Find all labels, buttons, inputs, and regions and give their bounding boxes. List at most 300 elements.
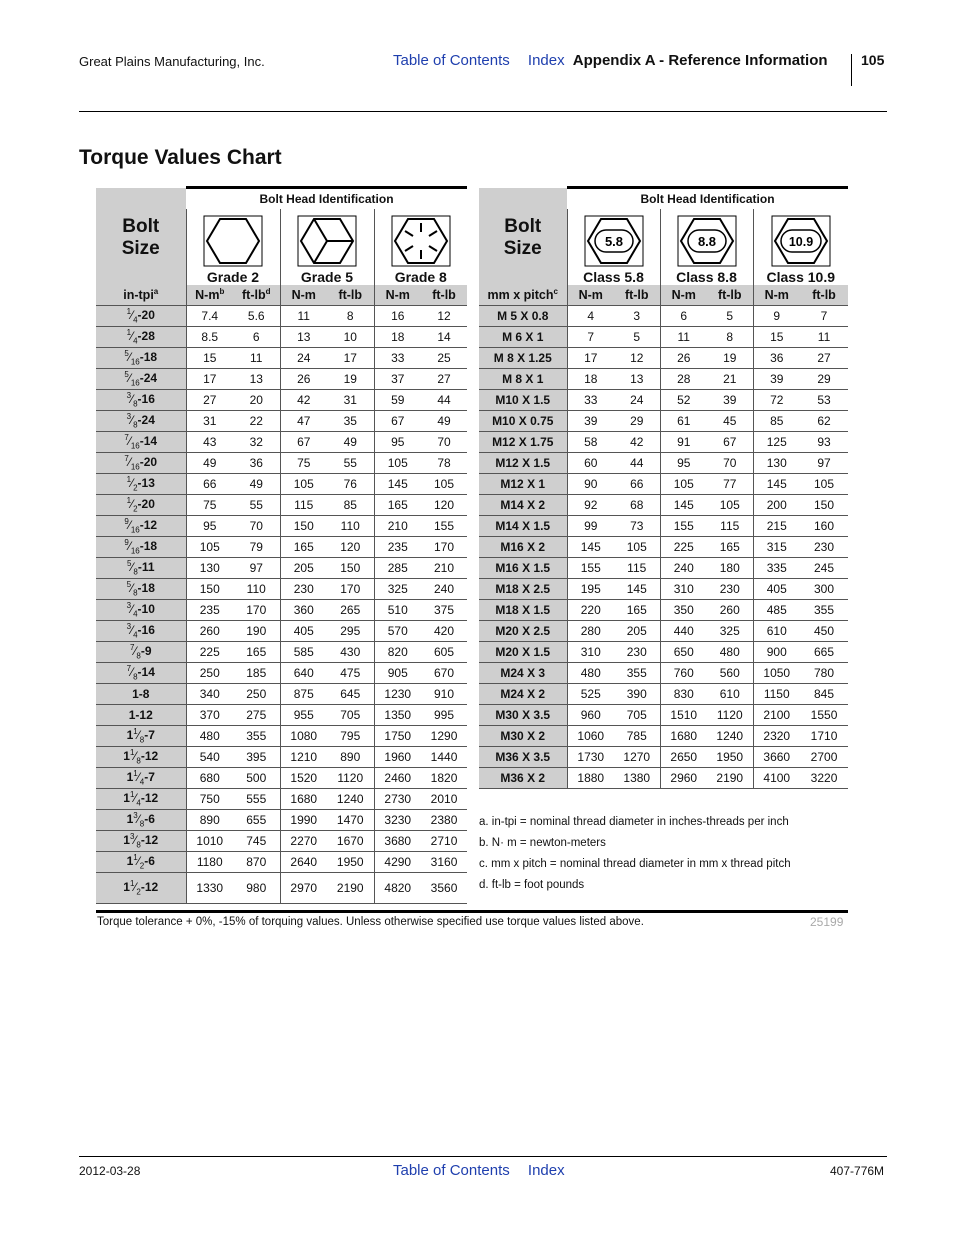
torque-value: 66	[614, 474, 660, 495]
torque-value: 540	[186, 747, 233, 768]
index-link[interactable]: Index	[527, 1162, 565, 1179]
table-row	[479, 726, 848, 747]
bolt-size-cell: $^5⁄_{16}-24$	[96, 369, 186, 390]
torque-value: 115	[707, 516, 753, 537]
table-row	[96, 789, 467, 810]
unit-ftlb-header: ft-lb	[707, 285, 753, 306]
torque-value: 55	[233, 495, 280, 516]
table-row	[96, 831, 467, 852]
torque-value: 225	[186, 642, 233, 663]
torque-value: 335	[753, 558, 800, 579]
torque-value: 405	[753, 579, 800, 600]
torque-value: 890	[186, 810, 233, 831]
torque-value: 115	[614, 558, 660, 579]
torque-value: 3660	[753, 747, 800, 768]
torque-value: 19	[707, 348, 753, 369]
torque-value: 31	[327, 390, 374, 411]
torque-value: 220	[567, 600, 614, 621]
torque-value: 105	[186, 537, 233, 558]
torque-value: 8	[707, 327, 753, 348]
table-row	[96, 642, 467, 663]
torque-value: 9	[753, 306, 800, 327]
bolt-size-cell: M18 X 2.5	[479, 579, 567, 600]
torque-value: 890	[327, 747, 374, 768]
torque-value: 260	[707, 600, 753, 621]
torque-value: 75	[186, 495, 233, 516]
torque-value: 2190	[707, 768, 753, 789]
torque-value: 49	[186, 453, 233, 474]
size-label: Size	[503, 237, 542, 259]
torque-value: 155	[567, 558, 614, 579]
torque-value: 555	[233, 789, 280, 810]
torque-value: 205	[280, 558, 327, 579]
table-row	[96, 558, 467, 579]
torque-value: 960	[567, 705, 614, 726]
bolt-size-cell: M36 X 3.5	[479, 747, 567, 768]
torque-value: 67	[280, 432, 327, 453]
grade-2-label: Grade 2	[206, 269, 260, 285]
torque-value: 820	[374, 642, 421, 663]
torque-value: 20	[233, 390, 280, 411]
torque-value: 11	[800, 327, 848, 348]
torque-value: 95	[660, 453, 707, 474]
table-row	[479, 453, 848, 474]
torque-value: 4820	[374, 873, 421, 904]
bolt-size-cell: $^5⁄_8-11$	[96, 558, 186, 579]
torque-value: 43	[186, 432, 233, 453]
figure-id: 25199	[810, 915, 844, 929]
torque-value: 230	[614, 642, 660, 663]
torque-value: 510	[374, 600, 421, 621]
torque-value: 275	[233, 705, 280, 726]
torque-value: 440	[660, 621, 707, 642]
table-row	[96, 579, 467, 600]
torque-value: 480	[186, 726, 233, 747]
torque-value: 115	[280, 495, 327, 516]
footer-date: 2012-03-28	[79, 1164, 141, 1178]
grade-2-bolt-icon	[203, 215, 263, 267]
torque-value: 85	[753, 411, 800, 432]
table-row	[479, 537, 848, 558]
torque-value: 13	[614, 369, 660, 390]
torque-value: 150	[800, 495, 848, 516]
torque-value: 62	[800, 411, 848, 432]
torque-value: 150	[327, 558, 374, 579]
bolt-size-cell: $^1⁄_4-28$	[96, 327, 186, 348]
torque-value: 165	[707, 537, 753, 558]
bolt-size-cell: M 8 X 1	[479, 369, 567, 390]
torque-value: 480	[567, 663, 614, 684]
torque-value: 1520	[280, 768, 327, 789]
bolt-size-cell: $^7⁄_{16}-14$	[96, 432, 186, 453]
table-row	[479, 369, 848, 390]
torque-value: 750	[186, 789, 233, 810]
bolt-size-cell: M14 X 1.5	[479, 516, 567, 537]
torque-value: 215	[753, 516, 800, 537]
table-row	[96, 705, 467, 726]
torque-value: 145	[567, 537, 614, 558]
bolt-size-cell: M 6 X 1	[479, 327, 567, 348]
bolt-size-cell: $^9⁄_{16}-12$	[96, 516, 186, 537]
torque-value: 2960	[660, 768, 707, 789]
torque-value: 2460	[374, 768, 421, 789]
torque-value: 260	[186, 621, 233, 642]
torque-value: 70	[233, 516, 280, 537]
torque-value: 170	[421, 537, 467, 558]
torque-value: 11	[233, 348, 280, 369]
torque-value: 2650	[660, 747, 707, 768]
torque-value: 150	[186, 579, 233, 600]
torque-value: 105	[280, 474, 327, 495]
torque-value: 44	[614, 453, 660, 474]
table-row	[479, 642, 848, 663]
footnote-b: b. N· m = newton-meters	[479, 837, 606, 849]
torque-value: 570	[374, 621, 421, 642]
bolt-size-cell: M16 X 2	[479, 537, 567, 558]
bolt-size-cell: $1^1⁄_4-12$	[96, 789, 186, 810]
class-8-8-bolt-icon	[677, 215, 737, 267]
torque-value: 395	[233, 747, 280, 768]
torque-value: 13	[280, 327, 327, 348]
torque-value: 59	[374, 390, 421, 411]
bolt-size-cell: $1^1⁄_2-12$	[96, 873, 186, 904]
torque-value: 780	[800, 663, 848, 684]
bolt-size-cell: M12 X 1	[479, 474, 567, 495]
torque-value: 99	[567, 516, 614, 537]
table-row	[479, 390, 848, 411]
torque-value: 68	[614, 495, 660, 516]
bolt-label: Bolt	[122, 215, 160, 237]
torque-value: 3160	[421, 852, 467, 873]
torque-value: 1230	[374, 684, 421, 705]
torque-value: 92	[567, 495, 614, 516]
torque-value: 310	[567, 642, 614, 663]
torque-value: 325	[707, 621, 753, 642]
torque-value: 310	[660, 579, 707, 600]
class-5-8-bolt-icon	[584, 215, 644, 267]
torque-value: 130	[186, 558, 233, 579]
torque-value: 49	[327, 432, 374, 453]
torque-value: 610	[707, 684, 753, 705]
torque-value: 240	[660, 558, 707, 579]
torque-value: 3220	[800, 768, 848, 789]
table-row	[479, 411, 848, 432]
torque-value: 25	[421, 348, 467, 369]
torque-value: 1710	[800, 726, 848, 747]
torque-value: 3560	[421, 873, 467, 904]
torque-value: 5	[614, 327, 660, 348]
torque-value: 21	[707, 369, 753, 390]
table-row	[479, 621, 848, 642]
bolt-size-cell: M36 X 2	[479, 768, 567, 789]
torque-value: 170	[233, 600, 280, 621]
torque-value: 2700	[800, 747, 848, 768]
torque-value: 26	[660, 348, 707, 369]
torque-value: 27	[421, 369, 467, 390]
bolt-size-cell: $1^1⁄_2-6$	[96, 852, 186, 873]
torque-value: 97	[800, 453, 848, 474]
torque-value: 145	[614, 579, 660, 600]
torque-value: 1820	[421, 768, 467, 789]
table-row	[96, 810, 467, 831]
torque-value: 155	[660, 516, 707, 537]
table-row	[479, 558, 848, 579]
torque-value: 49	[421, 411, 467, 432]
torque-value: 105	[421, 474, 467, 495]
torque-value: 605	[421, 642, 467, 663]
torque-value: 180	[707, 558, 753, 579]
torque-value: 24	[280, 348, 327, 369]
torque-value: 110	[327, 516, 374, 537]
bolt-size-cell: M20 X 1.5	[479, 642, 567, 663]
torque-value: 58	[567, 432, 614, 453]
torque-value: 7	[800, 306, 848, 327]
table-row	[96, 747, 467, 768]
bolt-size-cell: $1^1⁄_4-7$	[96, 768, 186, 789]
bolt-size-cell: $^3⁄_8-24$	[96, 411, 186, 432]
torque-value: 390	[614, 684, 660, 705]
grade-5-cell	[280, 209, 374, 285]
torque-value: 450	[800, 621, 848, 642]
torque-value: 205	[614, 621, 660, 642]
torque-value: 910	[421, 684, 467, 705]
header-nav	[393, 52, 828, 69]
table-row	[96, 726, 467, 747]
bolt-size-cell: M10 X 0.75	[479, 411, 567, 432]
section-title: Appendix A - Reference Information	[572, 52, 828, 69]
torque-value: 165	[374, 495, 421, 516]
footnote-c: c. mm x pitch = nominal thread diameter in mm x thread pitch	[479, 858, 791, 870]
torque-value: 2710	[421, 831, 467, 852]
torque-value: 1060	[567, 726, 614, 747]
torque-value: 18	[567, 369, 614, 390]
torque-value: 230	[707, 579, 753, 600]
table-row	[479, 705, 848, 726]
torque-value: 44	[421, 390, 467, 411]
torque-value: 32	[233, 432, 280, 453]
torque-value: 53	[800, 390, 848, 411]
torque-value: 145	[374, 474, 421, 495]
bolt-head-id-title: Bolt Head Identification	[567, 188, 848, 210]
torque-value: 6	[660, 306, 707, 327]
torque-value: 1120	[707, 705, 753, 726]
torque-value: 70	[421, 432, 467, 453]
torque-value: 785	[614, 726, 660, 747]
bolt-size-cell: $1^3⁄_8-12$	[96, 831, 186, 852]
class-5-8-cell	[567, 209, 660, 285]
torque-value: 1050	[753, 663, 800, 684]
torque-value: 72	[753, 390, 800, 411]
unit-nm-header: N-m	[280, 285, 327, 306]
torque-value: 110	[233, 579, 280, 600]
bolt-size-cell: M 5 X 0.8	[479, 306, 567, 327]
unit-ftlb-header: $ft-lb^d$	[233, 285, 280, 306]
unit-nm-header: N-m	[567, 285, 614, 306]
class-10-9-mark: 10.9	[788, 235, 813, 249]
torque-value: 250	[186, 663, 233, 684]
torque-value: 1990	[280, 810, 327, 831]
bolt-size-cell: M24 X 3	[479, 663, 567, 684]
torque-value: 325	[374, 579, 421, 600]
torque-value: 1670	[327, 831, 374, 852]
torque-value: 480	[707, 642, 753, 663]
torque-value: 2270	[280, 831, 327, 852]
torque-value: 77	[707, 474, 753, 495]
torque-value: 7.4	[186, 306, 233, 327]
bolt-size-cell: $1^1⁄_8-7$	[96, 726, 186, 747]
torque-value: 705	[614, 705, 660, 726]
torque-value: 36	[753, 348, 800, 369]
bolt-size-cell: $^9⁄_{16}-18$	[96, 537, 186, 558]
table-row	[96, 663, 467, 684]
class-5-8-label: Class 5.8	[583, 269, 644, 285]
torque-value: 52	[660, 390, 707, 411]
torque-value: 85	[327, 495, 374, 516]
torque-value: 60	[567, 453, 614, 474]
torque-value: 10	[327, 327, 374, 348]
torque-value: 2640	[280, 852, 327, 873]
torque-value: 1240	[327, 789, 374, 810]
table-row	[479, 327, 848, 348]
torque-value: 1680	[280, 789, 327, 810]
page-title: Torque Values Chart	[79, 146, 282, 169]
torque-value: 235	[374, 537, 421, 558]
bolt-size-cell: $^1⁄_2-13$	[96, 474, 186, 495]
torque-value: 240	[421, 579, 467, 600]
bolt-size-cell: $1^3⁄_8-6$	[96, 810, 186, 831]
bolt-size-cell: $^7⁄_8-9$	[96, 642, 186, 663]
torque-value: 1120	[327, 768, 374, 789]
torque-value: 95	[374, 432, 421, 453]
table-row	[96, 390, 467, 411]
torque-value: 2730	[374, 789, 421, 810]
unit-ftlb-header: ft-lb	[421, 285, 467, 306]
torque-value: 475	[327, 663, 374, 684]
torque-value: 66	[186, 474, 233, 495]
torque-value: 980	[233, 873, 280, 904]
table-row	[96, 411, 467, 432]
bolt-size-cell: $^3⁄_8-16$	[96, 390, 186, 411]
bolt-size-cell: M14 X 2	[479, 495, 567, 516]
torque-value: 1180	[186, 852, 233, 873]
table-bottom-rule	[96, 910, 848, 913]
torque-value: 11	[280, 306, 327, 327]
torque-value: 37	[374, 369, 421, 390]
bolt-size-cell: $1^1⁄_8-12$	[96, 747, 186, 768]
torque-value: 55	[327, 453, 374, 474]
table-row	[96, 306, 467, 327]
torque-value: 1440	[421, 747, 467, 768]
torque-value: 17	[186, 369, 233, 390]
torque-value: 120	[327, 537, 374, 558]
torque-value: 4290	[374, 852, 421, 873]
class-10-9-cell	[753, 209, 848, 285]
torque-value: 1470	[327, 810, 374, 831]
bolt-size-cell: M20 X 2.5	[479, 621, 567, 642]
torque-value: 670	[421, 663, 467, 684]
torque-value: 165	[614, 600, 660, 621]
torque-value: 560	[707, 663, 753, 684]
torque-value: 2970	[280, 873, 327, 904]
torque-value: 17	[327, 348, 374, 369]
torque-value: 1210	[280, 747, 327, 768]
table-row	[96, 369, 467, 390]
torque-value: 7	[567, 327, 614, 348]
torque-value: 16	[374, 306, 421, 327]
torque-value: 500	[233, 768, 280, 789]
grade-5-label: Grade 5	[300, 269, 354, 285]
torque-value: 1730	[567, 747, 614, 768]
header-rule	[79, 111, 887, 112]
class-8-8-cell	[660, 209, 753, 285]
torque-value: 760	[660, 663, 707, 684]
torque-value: 1880	[567, 768, 614, 789]
torque-value: 145	[660, 495, 707, 516]
inch-torque-table	[96, 186, 467, 904]
table-row	[96, 453, 467, 474]
torque-value: 225	[660, 537, 707, 558]
index-link[interactable]: Index	[527, 52, 565, 69]
torque-value: 105	[800, 474, 848, 495]
torque-value: 42	[614, 432, 660, 453]
torque-value: 78	[421, 453, 467, 474]
torque-value: 15	[186, 348, 233, 369]
torque-value: 3680	[374, 831, 421, 852]
torque-value: 430	[327, 642, 374, 663]
torque-value: 355	[800, 600, 848, 621]
torque-value: 155	[421, 516, 467, 537]
torque-value: 4100	[753, 768, 800, 789]
torque-value: 995	[421, 705, 467, 726]
torque-value: 29	[614, 411, 660, 432]
torque-value: 33	[567, 390, 614, 411]
bolt-size-cell: $^5⁄_{16}-18$	[96, 348, 186, 369]
toc-link[interactable]: Table of Contents	[393, 1162, 510, 1179]
torque-value: 15	[753, 327, 800, 348]
torque-value: 1550	[800, 705, 848, 726]
toc-link[interactable]: Table of Contents	[393, 52, 510, 69]
torque-value: 8.5	[186, 327, 233, 348]
bolt-size-header	[479, 188, 567, 286]
torque-value: 33	[374, 348, 421, 369]
table-row	[96, 537, 467, 558]
class-10-9-bolt-icon	[771, 215, 831, 267]
torque-value: 160	[800, 516, 848, 537]
company-name: Great Plains Manufacturing, Inc.	[79, 54, 265, 69]
bolt-size-cell: M10 X 1.5	[479, 390, 567, 411]
torque-value: 12	[421, 306, 467, 327]
torque-value: 200	[753, 495, 800, 516]
torque-value: 73	[614, 516, 660, 537]
bolt-size-cell: $^7⁄_{16}-20$	[96, 453, 186, 474]
torque-value: 18	[374, 327, 421, 348]
torque-value: 91	[660, 432, 707, 453]
table-row	[479, 663, 848, 684]
torque-value: 67	[707, 432, 753, 453]
torque-value: 97	[233, 558, 280, 579]
table-row	[479, 348, 848, 369]
torque-value: 1330	[186, 873, 233, 904]
torque-value: 1240	[707, 726, 753, 747]
grade-2-cell	[186, 209, 280, 285]
bolt-size-cell: $^7⁄_8-14$	[96, 663, 186, 684]
torque-value: 2100	[753, 705, 800, 726]
torque-value: 8	[327, 306, 374, 327]
torque-value: 24	[614, 390, 660, 411]
table-row	[96, 348, 467, 369]
torque-value: 28	[660, 369, 707, 390]
torque-value: 265	[327, 600, 374, 621]
